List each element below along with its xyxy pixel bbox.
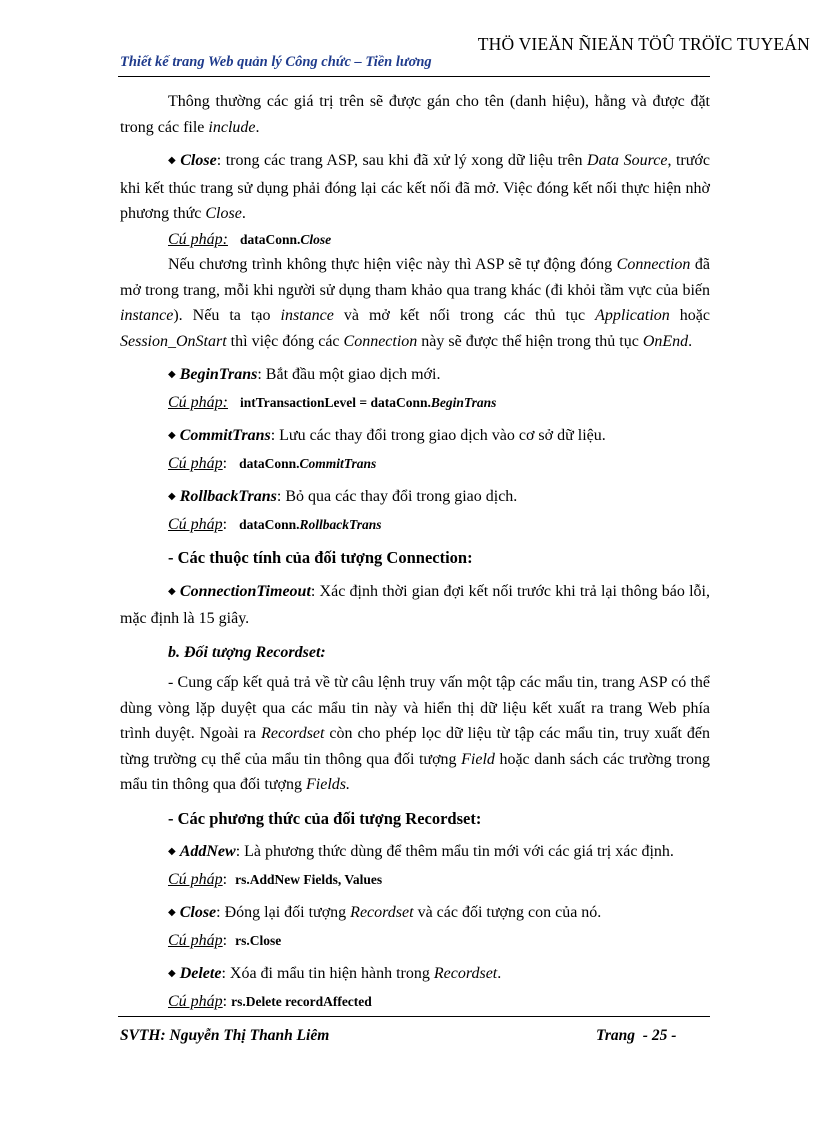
diamond-bullet-icon: ◆: [168, 155, 177, 166]
addnew-syntax-line: Cú pháp: rs.AddNew Fields, Values: [168, 870, 383, 888]
diamond-bullet-icon: ◆: [168, 968, 176, 979]
connection-properties-heading: - Các thuộc tính của đối tượng Connection:: [168, 548, 473, 567]
diamond-bullet-icon: ◆: [168, 585, 176, 597]
footer-page-number: Trang - 25 -: [596, 1027, 677, 1044]
rollbacktrans-item: ◆ RollbackTrans: Bỏ qua các thay đổi trong giao dịch.: [168, 488, 518, 505]
close-note-paragraph: Nếu chương trình không thực hiện việc này thì ASP sẽ tự động đóng Connection đã mở trong trang, mỗi khi người sử dụng tham khảo qua trang khác (đi khỏi tầm vực của biến instance). Nếu ta tạo instance và mở kết nối trong các thủ tục Application hoặc Session_OnStart thì việc đóng các Connection này sẽ được thể hiện trong thủ tục OnEnd.: [120, 256, 710, 350]
begintrans-item: ◆ BeginTrans: Bắt đầu một giao dịch mới.: [168, 366, 441, 383]
close-syntax-line: Cú pháp: dataConn.Close: [168, 230, 332, 248]
header-divider: [118, 76, 710, 77]
begintrans-syntax-line: Cú pháp: intTransactionLevel = dataConn.BeginTrans: [168, 393, 497, 411]
rs-close-syntax-line: Cú pháp: rs.Close: [168, 931, 282, 949]
recordset-heading: b. Đối tượng Recordset:: [168, 643, 326, 661]
addnew-paragraph: ◆ AddNew: Là phương thức dùng để thêm mẩu tin mới với các giá trị xác định.: [168, 843, 674, 860]
recordset-description: - Cung cấp kết quả trả về từ câu lệnh truy vấn một tập các mẩu tin, trang ASP có thể dùng vòng lặp duyệt qua các mẩu tin này và hiển thị dữ liệu kết xuất ra trang Web phía trình duyệt. Ngoài ra Recordset còn cho phép lọc dữ liệu từ tập các mẩu tin, truy xuất đến từng trường cụ thể của mẩu tin thông qua đối tượng Field hoặc danh sách các trường trong mẩu tin thông qua đối tượng Fields.: [120, 674, 711, 793]
delete-item: ◆ Delete: Xóa đi mẩu tin hiện hành trong Recordset.: [168, 965, 502, 982]
watermark-text: THÖ VIEÄN ÑIEÄN TÖÛ TRÖÏC TUYEÁN: [477, 34, 810, 54]
rollbacktrans-syntax-line: Cú pháp: dataConn.RollbackTrans: [168, 515, 382, 533]
delete-syntax-line: Cú pháp: rs.Delete recordAffected: [168, 992, 372, 1010]
recordset-methods-heading: - Các phương thức của đối tượng Recordset:: [168, 808, 482, 828]
diamond-bullet-icon: ◆: [168, 369, 176, 380]
header-title: Thiết kế trang Web quản lý Công chức – Tiền lương: [120, 54, 432, 70]
diamond-bullet-icon: ◆: [168, 430, 176, 441]
committrans-item: ◆ CommitTrans: Lưu các thay đổi trong giao dịch vào cơ sở dữ liệu.: [168, 427, 606, 444]
footer-author: SVTH: Nguyễn Thị Thanh Liêm: [120, 1027, 330, 1044]
footer-divider: [118, 1016, 710, 1017]
connectiontimeout-paragraph: ◆ ConnectionTimeout: Xác định thời gian đợi kết nối trước khi trả lại thông báo lỗi, mặc định là 15 giây.: [120, 582, 710, 627]
committrans-syntax-line: Cú pháp: dataConn.CommitTrans: [168, 454, 377, 472]
diamond-bullet-icon: ◆: [168, 907, 176, 918]
intro-paragraph: Thông thường các giá trị trên sẽ được gán cho tên (danh hiệu), hằng và được đặt trong các file include.: [120, 93, 710, 136]
close-method-paragraph: ◆ Close: trong các trang ASP, sau khi đã xử lý xong dữ liệu trên Data Source, trước khi kết thúc trang sử dụng phải đóng lại các kết nối đã mở. Việc đóng kết nối thực hiện nhờ phương thức Close.: [120, 152, 710, 222]
diamond-bullet-icon: ◆: [168, 846, 176, 857]
page-body: [120, 89, 710, 1014]
diamond-bullet-icon: ◆: [168, 491, 176, 502]
rs-close-item: ◆ Close: Đóng lại đối tượng Recordset và các đối tượng con của nó.: [168, 904, 602, 921]
